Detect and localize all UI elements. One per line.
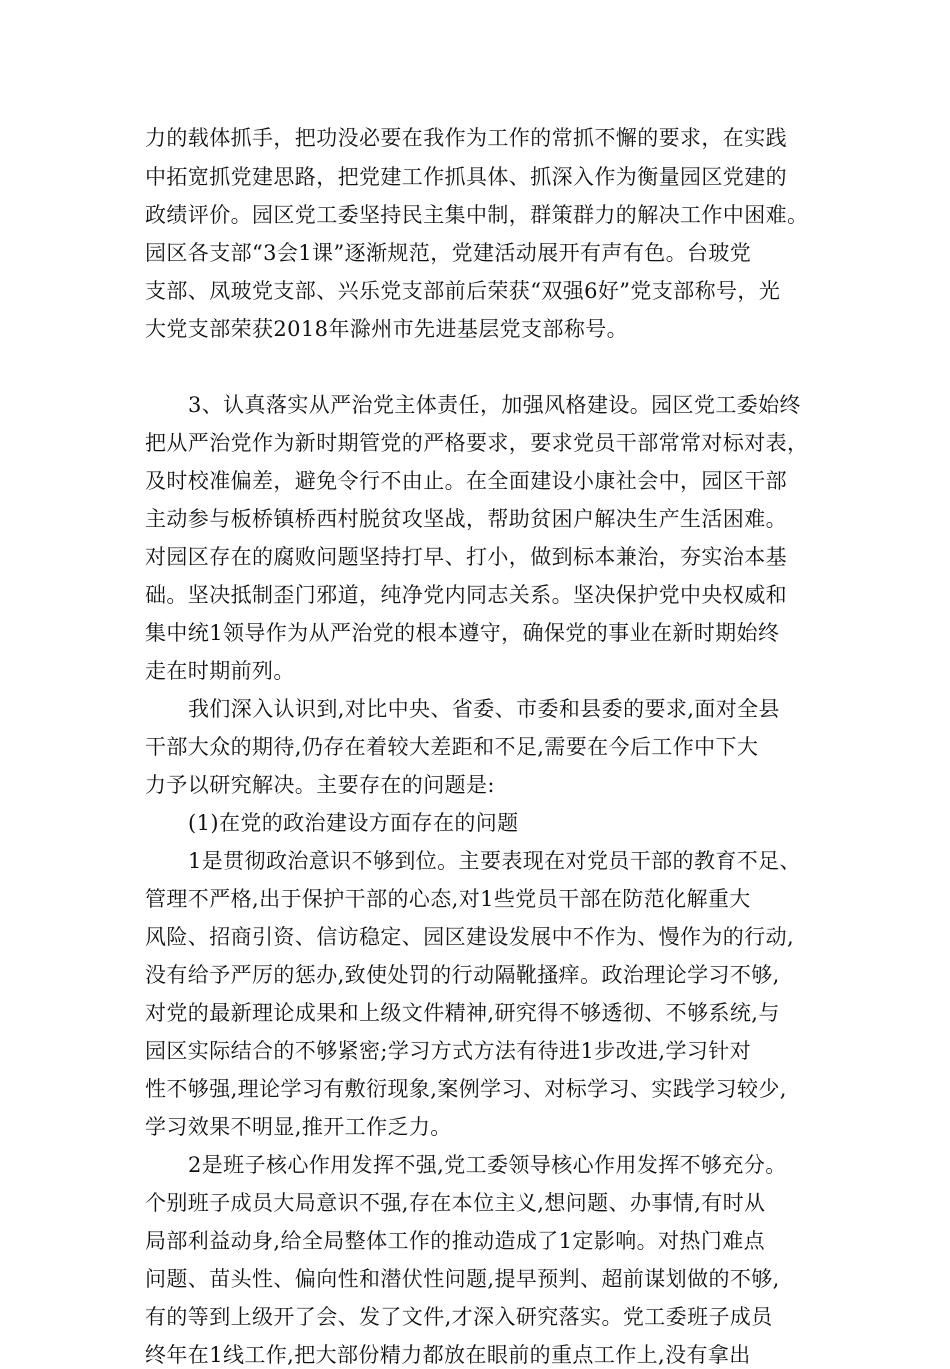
text-line: 力予以研究解决。主要存在的问题是: [145,773,495,797]
text-line: 性不够强,理论学习有敷衍现象,案例学习、对标学习、实践学习较少, [145,1077,787,1101]
text-line: 学习效果不明显,推开工作乏力。 [145,1115,452,1139]
text-line: 没有给予严厉的惩办,致使处罚的行动隔靴搔痒。政治理论学习不够, [145,963,780,987]
text-line: 主动参与板桥镇桥西村脱贫攻坚战，帮助贫困户解决生产生活困难。 [145,507,787,531]
section-heading: (1)在党的政治建设方面存在的问题 [188,811,519,835]
text-line: 问题、苗头性、偏向性和潜伏性问题,提早预判、超前谋划做的不够, [145,1267,780,1291]
text-line: 把从严治党作为新时期管党的严格要求，要求党员干部常常对标对表， [145,431,809,455]
text-line: 对党的最新理论成果和上级文件精神,研究得不够透彻、不够系统,与 [145,1001,780,1025]
text-line: 风险、招商引资、信访稳定、园区建设发展中不作为、慢作为的行动, [145,925,795,949]
text-line: 我们深入认识到,对比中央、省委、市委和县委的要求,面对全县 [188,697,780,721]
text-line: 局部利益动身,给全局整体工作的推动造成了1定影响。对热门难点 [145,1229,766,1253]
text-line: 对园区存在的腐败问题坚持打早、打小，做到标本兼治，夯实治本基 [145,545,787,569]
text-line: 园区各支部“3会1课”逐渐规范，党建活动展开有声有色。台玻党 [145,241,752,265]
text-line: 政绩评价。园区党工委坚持民主集中制，群策群力的解决工作中困难。 [145,203,809,227]
text-line: 园区实际结合的不够紧密;学习方式方法有待进1步改进,学习针对 [145,1039,752,1063]
text-line: 2是班子核心作用发挥不强,党工委领导核心作用发挥不够充分。 [188,1153,787,1177]
text-line: 及时校准偏差，避免令行不由止。在全面建设小康社会中，园区干部 [145,469,787,493]
text-line: 有的等到上级开了会、发了文件,才深入研究落实。党工委班子成员 [145,1305,773,1329]
text-line: 力的载体抓手，把功没必要在我作为工作的常抓不懈的要求，在实践 [145,126,787,150]
text-line: 走在时期前列。 [145,659,295,683]
text-line: 3、认真落实从严治党主体责任，加强风格建设。园区党工委始终 [188,393,801,417]
text-line: 干部大众的期待,仍存在着较大差距和不足,需要在今后工作中下大 [145,735,759,759]
text-line: 支部、凤玻党支部、兴乐党支部前后荣获“双强6好”党支部称号，光 [145,279,781,303]
text-line: 中拓宽抓党建思路，把党建工作抓具体、抓深入作为衡量园区党建的 [145,165,787,189]
text-line: 1是贯彻政治意识不够到位。主要表现在对党员干部的教育不足、 [188,849,801,873]
text-line: 础。坚决抵制歪门邪道，纯净党内同志关系。坚决保护党中央权威和 [145,583,787,607]
text-line: 管理不严格,出于保护干部的心态,对1些党员干部在防范化解重大 [145,887,751,911]
text-line: 集中统1领导作为从严治党的根本遵守，确保党的事业在新时期始终 [145,621,780,645]
text-line: 终年在1线工作,把大部份精力都放在眼前的重点工作上,没有拿出 [145,1343,751,1367]
text-line: 个别班子成员大局意识不强,存在本位主义,想问题、办事情,有时从 [145,1191,766,1215]
text-line: 大党支部荣获2018年滁州市先进基层党支部称号。 [145,317,629,341]
